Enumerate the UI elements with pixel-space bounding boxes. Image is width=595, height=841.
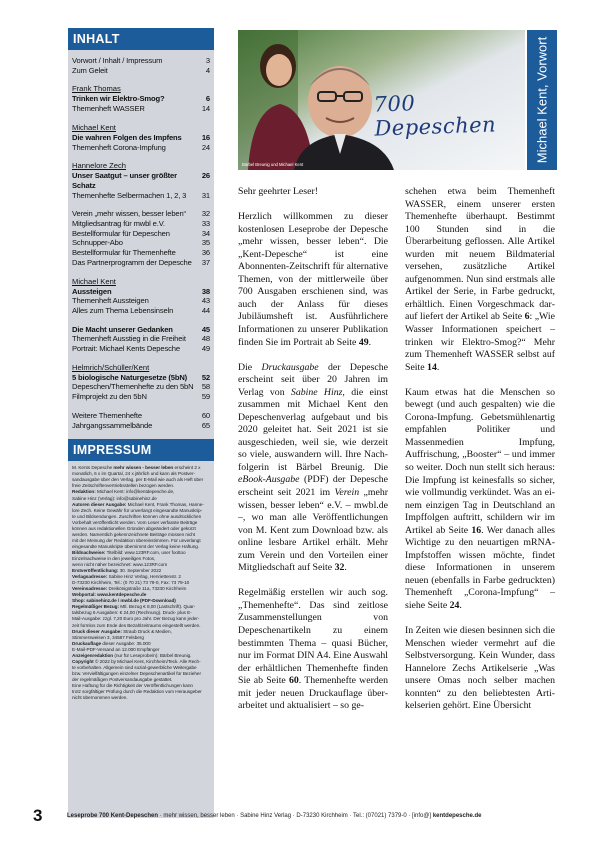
impressum-line: Autoren dieser Ausgabe: Michael Kent, Frank Thomas, Hanne- <box>72 501 204 507</box>
impressum-line: der regelmäßigen Postversandausgabe gestattet. <box>72 676 173 682</box>
impressum-line: sandausgabe über den Verlag, per E-Mail wie auch als Heft über <box>72 477 204 483</box>
toc-entry-label: Trinken wir Elektro-Smog? <box>72 94 165 104</box>
toc-entry-page: 59 <box>201 392 210 402</box>
toc-group <box>72 56 210 75</box>
toc-entry-page: 45 <box>201 324 210 334</box>
toc-entry-page: 52 <box>201 372 210 382</box>
impressum-line: Vorbehalt veröffentlicht werden. Vom Leser verfasste Beiträge <box>72 519 198 525</box>
impressum-line: Eine Haftung für die Richtigkeit der Veröffentlichungen kann <box>72 682 193 688</box>
impressum-line: freie Zeitschriftenvertriebsstellen bezogen werden. <box>72 483 175 489</box>
toc-entry <box>72 411 210 421</box>
toc-entry-label: Themenheft Corona-Impfung <box>72 142 166 152</box>
toc-entry-page: 48 <box>201 334 210 344</box>
toc-entry-page: 16 <box>201 132 210 142</box>
impressum-line: zeit formlos zum Ende des Bezahlzeitraums eingestellt werden. <box>72 622 201 628</box>
toc-entry-page: 58 <box>201 382 210 392</box>
impressum-line: Einzelnachweise in den jeweiligen Fotos, <box>72 555 156 561</box>
impressum-line: Mail-Ausgabe: zzgl. 7,20 Euro pro Jahr. Der Bezug kann jeder- <box>72 616 200 622</box>
impressum-line: lore Zech. Keine Gewähr für unverlangt eingesandte Manuskrip- <box>72 507 203 513</box>
table-of-contents <box>68 50 214 430</box>
toc-entry-label: Jahrgangssammelbände <box>72 420 153 430</box>
vertical-title: Michael Kent, Vorwort <box>534 36 550 164</box>
toc-entry <box>72 191 210 201</box>
sidebar <box>68 28 214 818</box>
toc-author: Helmrich/Schüller/Kent <box>72 362 150 372</box>
toc-entry <box>72 171 210 190</box>
impressum-line: Redaktion: Michael Kent: info@kentdepesche.de, <box>72 489 175 495</box>
toc-entry-page: 65 <box>201 420 210 430</box>
toc-entry-label: Themenhefte Selbermachen 1, 2, 3 <box>72 190 187 200</box>
toc-entry-page: 31 <box>201 190 210 200</box>
impressum-line: D-73230 Kirchheim, Tel.: (0 70 21) 73 79-0, Fax: 73 79-10 <box>72 580 190 586</box>
impressum-line: M. Kents Depesche mehr wissen - besser leben erscheint 2 x <box>72 465 201 471</box>
toc-entry-page: 44 <box>201 305 210 315</box>
impressum-line: werden. Namentlich gekennzeichnete Beiträge müssen nicht <box>72 531 196 537</box>
impressum-line: Sabine Hinz (Verlag): info@sabinehinz.de <box>72 495 157 501</box>
toc-group <box>72 325 210 354</box>
impressum-line: talsbezug 6 Ausgaben: € 24,00 (Rechnung). Druck- plus E- <box>72 610 192 616</box>
toc-entry <box>72 66 210 76</box>
toc-entry-page: 33 <box>201 219 210 229</box>
impressum-line: Webportal: www.kentdepesche.de <box>72 592 147 598</box>
toc-entry-page: 26 <box>201 171 210 181</box>
hero-title: 700 Depeschen <box>373 91 497 141</box>
toc-entry <box>72 421 210 431</box>
impressum-line: eingesandte Manuskripte übernimmt der Verlag keine Haftung. <box>72 543 200 549</box>
article-paragraph: Regelmäßig erstellen wir auch sog. „Themenhefte“. Das sind zeitlose Zusammenstellungen von Depeschenartikeln zu einem bestimmten Thema – quasi Bücher, nur im Format DIN A4. Eine Auswahl der erhältlichen Themenhefte finden Sie ab Seite 60. Themenhefte werden mit jeder neuen Druckauflage überarbeitet und aktualisiert – so ge- <box>238 587 389 712</box>
toc-entry-label: Das Partnerprogramm der Depesche <box>72 257 192 267</box>
toc-entry-label: Unser Saatgut – unser größter Schatz <box>72 171 177 190</box>
article-paragraph: Herzlich willkommen zu dieser kostenlosen Leseprobe der Depesche „mehr wissen, besser leben“. Die „Kent-Depesche“ ist eine Abonnenten-Zeitschrift für alternative Themen, von der mittlerweile über 700 Ausgaben erschienen sind, was auch der Anlass für dieses Jubiläumsheft ist. Ausführlichere Informationen zu unserer Publikation finden Sie im Portrait ab Seite 49. <box>238 211 388 348</box>
toc-entry-label: Bestellformular für Themenhefte <box>72 248 176 258</box>
toc-group <box>72 277 210 316</box>
toc-entry <box>72 306 210 316</box>
impressum-line: Erstveröffentlichung: 30. September 2022 <box>72 568 162 574</box>
article-column-1 <box>238 186 388 725</box>
toc-entry-label: Verein „mehr wissen, besser leben“ <box>72 209 186 219</box>
toc-entry-page: 60 <box>201 410 210 420</box>
footer-text: Leseprobe 700 Kent-Depeschen · mehr wissen, besser leben · Sabine Hinz Verlag · D-73230 Kirchheim · Tel.: (07021) 7379-0 · [info@] kentdepesche.de <box>67 813 482 819</box>
toc-entry <box>72 344 210 354</box>
toc-entry-label: Zum Geleit <box>72 65 108 75</box>
vertical-title-band <box>527 30 557 170</box>
impressum-line: Vereinsadresse: Dreikönigstraße 11a, 73230 Kirchheim <box>72 586 187 592</box>
toc-author: Hannelore Zech <box>72 161 127 171</box>
toc-entry-label: Die Macht unserer Gedanken <box>72 324 173 334</box>
toc-entry <box>72 143 210 153</box>
article-paragraph: Die Druckausgabe der Depesche erscheint seit über 20 Jahren im Verlag von Sabine Hinz, die einst zusammen mit Michael Kent den Depeschenverlag aufgebaut und bis 2020 geleitet hat. Seit 2021 ist sie ausgeschieden, weil sie, wie derzeit so viele, auswandern will. Ihre Nachfolgerin ist Bärbel Breunig. Die eBook-Ausgabe (PDF) der Depesche erscheint seit 2021 im Verein „mehr wissen, besser leben“ e.V. – mwbl.de –, wo man alle Veröffentlichungen von M. Kent zum Download bzw. als online lesbare Artikel erhält. Mehr zum Verein und den Vorteilen einer Mitgliedschaft auf Seite 32. <box>238 361 388 574</box>
toc-entry <box>72 334 210 344</box>
toc-entry <box>72 133 210 143</box>
impressum-line: bzw. Vervielfältigungen einzelner Depeschenartikel für Bezieher <box>72 670 201 676</box>
toc-entry-label: 5 biologische Naturgesetze (5bN) <box>72 372 188 382</box>
toc-entry-page: 3 <box>205 56 210 65</box>
impressum-line: Druckauflage dieser Ausgabe: 35.000 <box>72 640 151 646</box>
toc-entry <box>72 373 210 383</box>
toc-author: Frank Thomas <box>72 84 121 94</box>
article-column-2 <box>405 186 555 725</box>
toc-entry <box>72 94 210 104</box>
impressum-line: monatlich, 6 x im Quartal, 24 x jährlich und kann als Postver- <box>72 471 195 477</box>
toc-entry <box>72 229 210 239</box>
hero-photo <box>238 30 525 170</box>
impressum-line: können aus redaktionellen Gründen abgeändert oder gekürzt <box>72 525 196 531</box>
toc-entry-label: Portrait: Michael Kents Depesche <box>72 344 180 354</box>
toc-entry-page: 49 <box>201 344 210 354</box>
article-paragraph: Kaum etwas hat die Menschen so bewegt (und auch gespalten) wie die Corona-Impfung. Gebetsmühlenartig empfahlen Politiker und Massenmedien Impfung, Auffrischung, „Booster“ – und immer so weiter. Doch nun stellt sich heraus: Die Impfung ist keinesfalls so sicher, wie vollmundig verkündet. Was an einem einzigen Tag in Deutschland an Impffolgen auftritt, schildern wir im Artikel ab Seite 16. Wer danach alles Wichtige zu den neuartigen mRNA-Impfstoffen wissen möchte, findet diese Informationen in unserem neuen (ebenfalls in Farbe gedruckten) Themenheft „Corona-Impfung“ – siehe Seite 24. <box>405 386 555 611</box>
toc-entry-page: 38 <box>201 286 210 296</box>
toc-author: Michael Kent <box>72 276 116 286</box>
toc-entry <box>72 248 210 258</box>
toc-entry <box>72 219 210 229</box>
toc-entry-page: 24 <box>201 142 210 152</box>
impressum-line: Anzeigenredaktion (nur für Leseprobe/n): Bärbel Breunig. <box>72 652 192 658</box>
toc-entry <box>72 258 210 268</box>
toc-heading: INHALT <box>68 28 214 50</box>
toc-entry-label: Filmprojekt zu den 5bN <box>72 392 147 402</box>
toc-entry-label: Themenheft WASSER <box>72 104 145 114</box>
toc-entry-page: 43 <box>201 296 210 306</box>
impressum-line: Verlagsadresse: Sabine Hinz Verlag, Henriettenstr. 2 <box>72 574 181 580</box>
impressum-heading: IMPRESSUM <box>68 439 214 461</box>
toc-entry <box>72 287 210 297</box>
toc-entry-label: Themenheft Aussteigen <box>72 296 149 306</box>
toc-group <box>72 411 210 430</box>
page-footer <box>33 806 573 825</box>
toc-entry-page: 4 <box>205 65 210 75</box>
page-number: 3 <box>33 806 43 825</box>
article-paragraph: In Zeiten wie diesen besinnen sich die Menschen wieder vermehrt auf die Selbstversorgung. Kein Wunder, dass Hannelore Zechs Artikelserie „Was unsere Omas noch selber machen konnten“ zu den beliebtesten Artikelserien gehört. Eine Übersicht <box>405 625 555 712</box>
toc-entry <box>72 56 210 66</box>
toc-entry-page: 37 <box>201 257 210 267</box>
toc-entry <box>72 296 210 306</box>
toc-entry-page: 32 <box>201 209 210 219</box>
toc-group <box>72 123 210 152</box>
impressum-line: Druck dieser Ausgabe: Straub Druck & Medien, <box>72 628 172 634</box>
impressum-line: te und Bildsendungen. Zuschriften können ohne ausdrücklichen <box>72 513 202 519</box>
impressum-line: Copyright © 2022 by Michael Kent, Kirchheim/Teck. Alle Rech- <box>72 658 201 664</box>
toc-entry-label: Schnupper-Abo <box>72 238 123 248</box>
photo-caption: Bärbel Breunig und Michael Kent <box>242 162 304 167</box>
toc-entry <box>72 209 210 219</box>
toc-entry-page: 36 <box>201 248 210 258</box>
toc-entry-label: Depeschen/Themenhefte zu den 5bN <box>72 382 194 392</box>
toc-entry-label: Weitere Themenhefte <box>72 410 142 420</box>
toc-entry <box>72 238 210 248</box>
impressum-line: nicht übernommen werden. <box>72 695 128 701</box>
toc-entry-page: 6 <box>205 94 210 104</box>
impressum-line: te vorbehalten. Allgemein sind sozial-gewerbliche Weitergabe <box>72 664 197 670</box>
toc-entry <box>72 104 210 114</box>
toc-author: Michael Kent <box>72 122 116 132</box>
toc-entry <box>72 325 210 335</box>
toc-group <box>72 363 210 402</box>
impressum-line: mit der Meinung der Redaktion übereinstimmen. Für unverlangt <box>72 537 201 543</box>
impressum-line: wenn nicht näher bezeichnet: www.123RF.com <box>72 562 168 568</box>
toc-entry-page: 14 <box>201 104 210 114</box>
toc-entry-label: Vorwort / Inhalt / Impressum <box>72 56 163 65</box>
toc-group <box>72 161 210 200</box>
article-paragraph: Sehr geehrter Leser! <box>238 186 318 197</box>
toc-entry <box>72 392 210 402</box>
toc-entry-label: Mitgliedsantrag für mwbl e.V. <box>72 219 165 229</box>
toc-group <box>72 84 210 113</box>
impressum-line: Stimmersweisen 3, 34587 Felsberg <box>72 634 144 640</box>
impressum-line: Regelmäßiger Bezug: Mtl. Bezug € 8,00 (Lastschrift). Quar- <box>72 604 196 610</box>
impressum-line: E-Mail-PDF-Versand an 12.000 Empfänger <box>72 646 160 652</box>
impressum-line: Shop: sabinehinz.de / mwbl.de (PDF-Download) <box>72 598 176 604</box>
toc-entry-page: 35 <box>201 238 210 248</box>
article-paragraph: schehen etwa beim Themenheft WASSER, einem unserer ersten Themenhefte überhaupt. Bestimmt 100 Stunden sind in die Überarbeitung geflossen. Alle Artikel wurden mit neuem Bildmaterial versehen, zusätzliche Artikel aufgenommen. Nun sind erstmals alle Artikel der Serie, in Farbe gedruckt, erhältlich. Einen Vorgeschmack darauf liefert der Artikel ab Seite 6: „Wie Wasser Informationen speichert – trinken wir Elektro-Smog?“ Mehr zum Themenheft WASSER selbst auf Seite 14. <box>405 186 555 373</box>
toc-entry-page: 34 <box>201 228 210 238</box>
toc-entry-label: Aussteigen <box>72 286 112 296</box>
toc-entry <box>72 382 210 392</box>
impressum-text <box>68 461 214 705</box>
impressum-line: Bildnachweise: Titelbild: www.123RF.com, user foottoo <box>72 549 186 555</box>
toc-entry-label: Bestellformular für Depeschen <box>72 228 170 238</box>
toc-entry-label: Themenheft Ausstieg in die Freiheit <box>72 334 186 344</box>
toc-entry-label: Alles zum Thema Lebensinseln <box>72 305 174 315</box>
impressum-line: trotz sorgfältiger Prüfung durch die Redaktion vom Herausgeber <box>72 689 202 695</box>
toc-entry-label: Die wahren Folgen des Impfens <box>72 132 182 142</box>
toc-group <box>72 209 210 267</box>
